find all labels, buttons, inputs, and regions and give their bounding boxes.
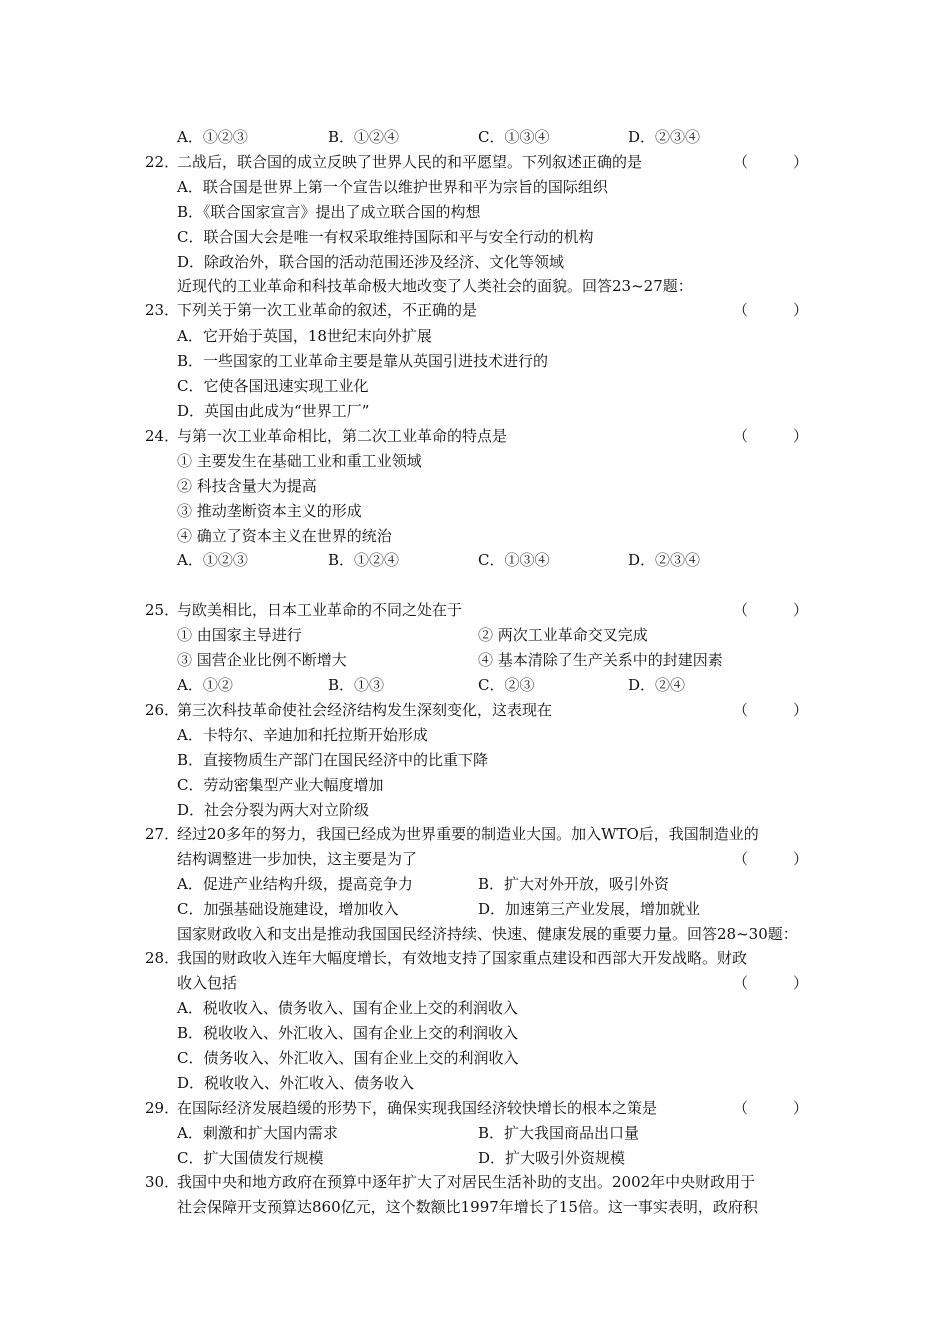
option-29-a: A．刺激和扩大国内需求 [177, 1124, 338, 1142]
option-27-d: D．加速第三产业发展，增加就业 [478, 900, 701, 918]
question-stem-26: 第三次科技革命使社会经济结构发生深刻变化，这表现在 [177, 701, 553, 719]
option-d: D．②③④ [628, 128, 701, 146]
option-23-a: A．它开始于英国，18世纪末向外扩展 [177, 327, 432, 345]
item-25-2: ② 两次工业革命交叉完成 [478, 626, 648, 644]
question-number-28: 28． [145, 949, 180, 967]
option-22-b: B．《联合国家宣言》提出了成立联合国的构想 [177, 203, 481, 221]
item-24-4: ④ 确立了资本主义在世界的统治 [177, 527, 392, 545]
option-29-b: B．扩大我国商品出口量 [478, 1124, 640, 1142]
question-number-30: 30． [145, 1173, 180, 1191]
question-stem-27-line2: 结构调整进一步加快，这主要是为了 [177, 850, 418, 868]
option-24-b: B．①②④ [328, 551, 400, 569]
option-23-d: D．英国由此成为“世界工厂” [177, 402, 370, 420]
option-28-d: D．税收收入、外汇收入、债务收入 [177, 1074, 415, 1092]
question-stem-30-line1: 我国中央和地方政府在预算中逐年扩大了对居民生活补助的支出。2002年中央财政用于 [177, 1173, 756, 1191]
section-intro-28-30: 国家财政收入和支出是推动我国国民经济持续、快速、健康发展的重要力量。回答28~30题： [177, 925, 798, 943]
option-22-a: A．联合国是世界上第一个宣告以维护世界和平为宗旨的国际组织 [177, 178, 608, 196]
question-number-26: 26． [145, 701, 180, 719]
question-number-29: 29． [145, 1099, 180, 1117]
answer-bracket-23: （ ） [733, 301, 809, 319]
question-number-22: 22． [145, 153, 180, 171]
option-b: B．①②④ [328, 128, 400, 146]
item-25-1: ① 由国家主导进行 [177, 626, 302, 644]
option-24-c: C．①③④ [478, 551, 550, 569]
answer-bracket-22: （ ） [733, 153, 809, 171]
option-23-b: B．一些国家的工业革命主要是靠从英国引进技术进行的 [177, 352, 549, 370]
question-stem-30-line2: 社会保障开支预算达860亿元，这个数额比1997年增长了15倍。这一事实表明，政府积 [177, 1198, 758, 1216]
answer-bracket-26: （ ） [733, 701, 809, 719]
option-25-d: D．②④ [628, 676, 686, 694]
option-27-b: B．扩大对外开放，吸引外资 [478, 875, 670, 893]
option-29-d: D．扩大吸引外资规模 [478, 1149, 626, 1167]
item-24-2: ② 科技含量大为提高 [177, 477, 317, 495]
answer-bracket-25: （ ） [733, 601, 809, 619]
option-a: A．①②③ [177, 128, 248, 146]
answer-bracket-28: （ ） [733, 974, 809, 992]
option-23-c: C．它使各国迅速实现工业化 [177, 377, 369, 395]
option-25-b: B．①③ [328, 676, 385, 694]
question-stem-28-line2: 收入包括 [177, 974, 238, 992]
option-29-c: C．扩大国债发行规模 [177, 1149, 324, 1167]
question-stem-25: 与欧美相比，日本工业革命的不同之处在于 [177, 601, 463, 619]
answer-bracket-24: （ ） [733, 427, 809, 445]
question-stem-28-line1: 我国的财政收入连年大幅度增长，有效地支持了国家重点建设和西部大开发战略。财政 [177, 949, 748, 967]
option-c: C．①③④ [478, 128, 550, 146]
question-number-25: 25． [145, 601, 180, 619]
item-24-3: ③ 推动垄断资本主义的形成 [177, 502, 362, 520]
option-26-c: C．劳动密集型产业大幅度增加 [177, 776, 384, 794]
option-28-b: B．税收收入、外汇收入、国有企业上交的利润收入 [177, 1024, 519, 1042]
option-22-c: C．联合国大会是唯一有权采取维持国际和平与安全行动的机构 [177, 228, 594, 246]
question-number-23: 23． [145, 301, 180, 319]
option-26-d: D．社会分裂为两大对立阶级 [177, 801, 370, 819]
question-stem-29: 在国际经济发展趋缓的形势下，确保实现我国经济较快增长的根本之策是 [177, 1099, 658, 1117]
question-stem-27-line1: 经过20多年的努力，我国已经成为世界重要的制造业大国。加入WTO后，我国制造业的 [177, 825, 759, 843]
answer-bracket-27: （ ） [733, 850, 809, 868]
question-stem-22: 二战后，联合国的成立反映了世界人民的和平愿望。下列叙述正确的是 [177, 153, 643, 171]
option-28-a: A．税收收入、债务收入、国有企业上交的利润收入 [177, 999, 518, 1017]
option-24-d: D．②③④ [628, 551, 701, 569]
item-25-4: ④ 基本清除了生产关系中的封建因素 [478, 651, 723, 669]
item-25-3: ③ 国营企业比例不断增大 [177, 651, 347, 669]
item-24-1: ① 主要发生在基础工业和重工业领域 [177, 452, 422, 470]
option-24-a: A．①②③ [177, 551, 248, 569]
section-intro-23-27: 近现代的工业革命和科技革命极大地改变了人类社会的面貌。回答23~27题： [177, 277, 693, 295]
option-25-a: A．①② [177, 676, 233, 694]
option-22-d: D．除政治外，联合国的活动范围还涉及经济、文化等领域 [177, 253, 565, 271]
answer-bracket-29: （ ） [733, 1099, 809, 1117]
question-stem-24: 与第一次工业革命相比，第二次工业革命的特点是 [177, 427, 508, 445]
question-number-27: 27． [145, 825, 180, 843]
option-28-c: C．债务收入、外汇收入、国有企业上交的利润收入 [177, 1049, 519, 1067]
question-number-24: 24． [145, 427, 180, 445]
option-26-a: A．卡特尔、辛迪加和托拉斯开始形成 [177, 726, 428, 744]
option-25-c: C．②③ [478, 676, 535, 694]
option-27-c: C．加强基础设施建设，增加收入 [177, 900, 399, 918]
question-stem-23: 下列关于第一次工业革命的叙述，不正确的是 [177, 301, 478, 319]
option-26-b: B．直接物质生产部门在国民经济中的比重下降 [177, 751, 489, 769]
option-27-a: A．促进产业结构升级，提高竞争力 [177, 875, 413, 893]
